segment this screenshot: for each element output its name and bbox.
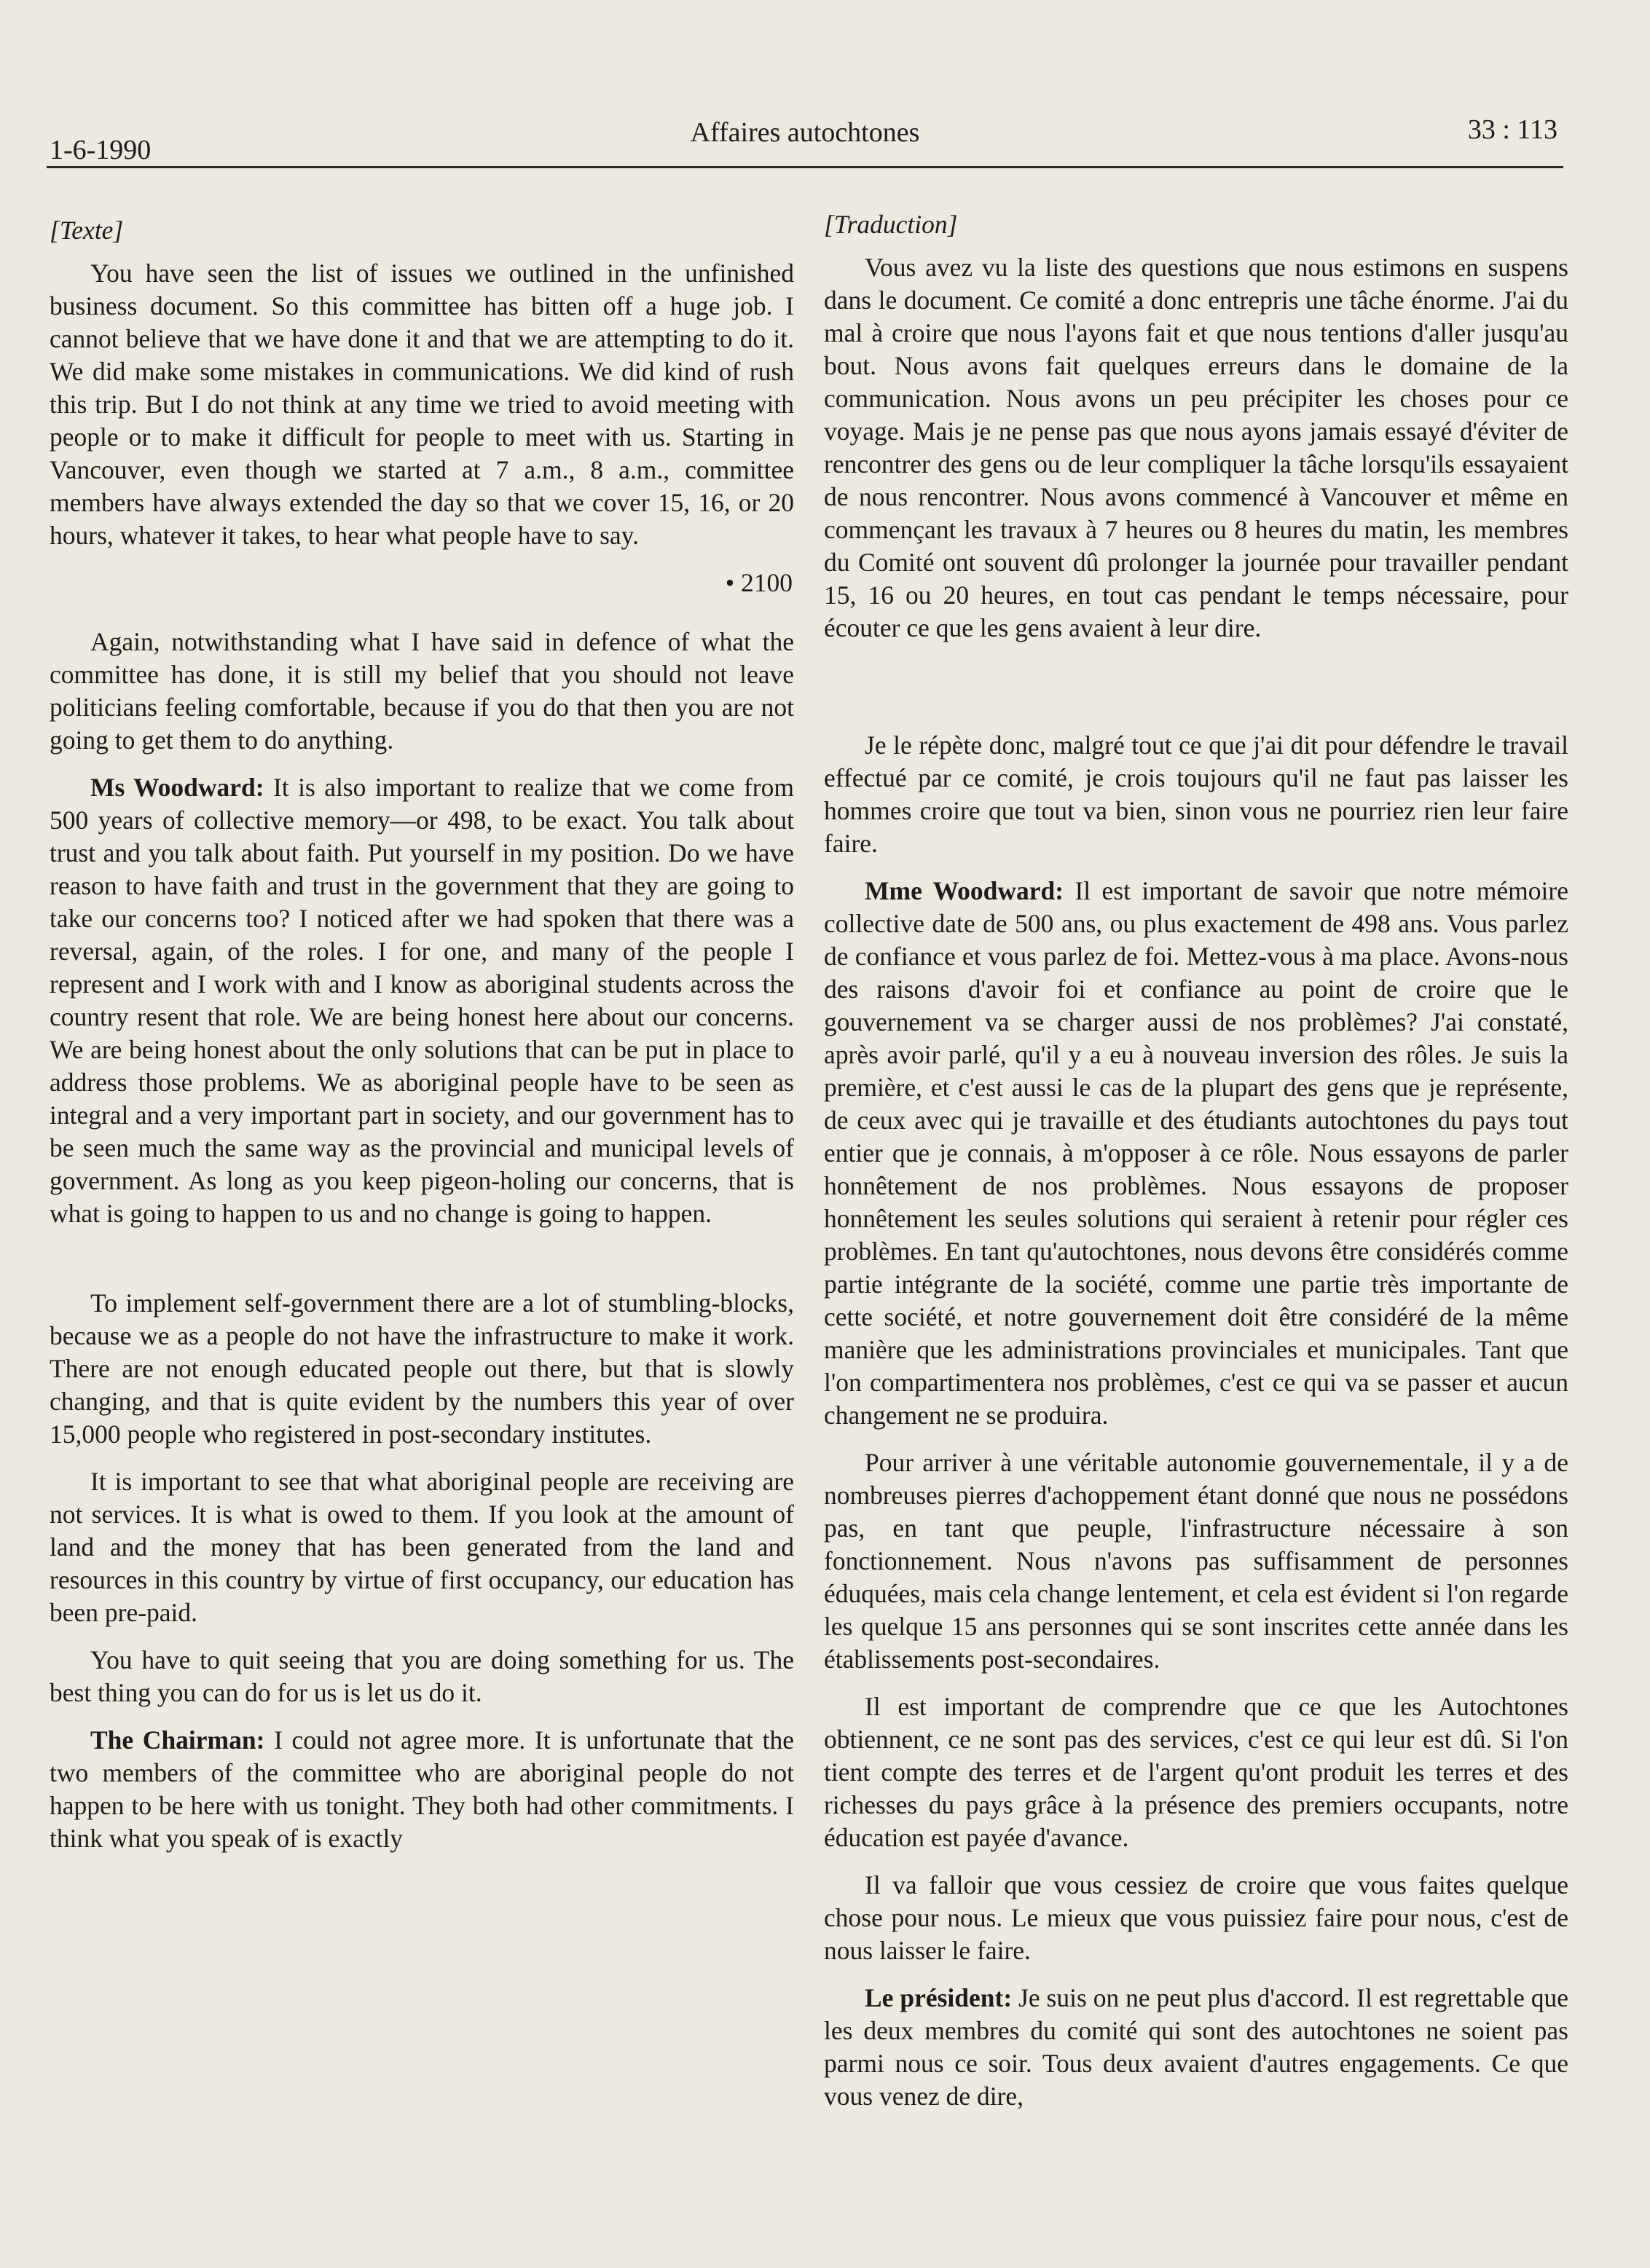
page-header xyxy=(47,109,1563,168)
english-column xyxy=(50,204,794,1870)
paragraph: Il est important de comprendre que ce que les Autochtones obtiennent, ce ne sont pas des services, c'est ce qui leur est dû. Si l'on tient compte des terres et de l'argent qu'ont produit les terres et des richesses du pays grâce à la présence des premiers occupants, notre éducation est payée d'avance. xyxy=(824,1692,1568,1852)
french-column xyxy=(824,204,1568,2127)
speaker-name: Mme Woodward: xyxy=(865,876,1064,905)
section-label-traduction: [Traduction] xyxy=(824,210,958,239)
page-number: 33 : 113 xyxy=(1467,114,1557,145)
speech-text: I could not agree more. It is unfortunate that the two members of the committee who are aboriginal people do not happen to be here with us tonight. They both had other commitments. I think what you speak of is exactly xyxy=(50,1725,794,1853)
speech-paragraph xyxy=(824,875,1568,1432)
paragraph: It is important to see that what aboriginal people are receiving are not services. It is what is owed to them. If you look at the amount of land and the money that has been generated from the land and resources in this country by virtue of first occupancy, our education has been pre-paid. xyxy=(50,1467,794,1627)
paragraph: Il va falloir que vous cessiez de croire que vous faites quelque chose pour nous. Le mieux que vous puissiez faire pour nous, c'est de nous laisser le faire. xyxy=(824,1870,1568,1965)
speech-text: Il est important de savoir que notre mémoire collective date de 500 ans, ou plus exactement de 498 ans. Vous parlez de confiance et vous parlez de foi. Mettez-vous à ma place. Avons-nous des raisons d'avoir foi et confiance au point de croire que le gouvernement va se charger aussi de nos problèmes? J'ai constaté, après avoir parlé, qu'il y a eu à nouveau inversion des rôles. Je suis la première, et c'est aussi le cas de la plupart des gens que je représente, de ceux avec qui je travaille et des étudiants autochtones du pays tout entier que je connais, à m'opposer à ce rôle. Nous essayons de parler honnêtement de nos problèmes. Nous essayons de proposer honnêtement les seules solutions qui seraient à retenir pour régler ces problèmes. En tant qu'autochtones, nous devons être considérés comme partie intégrante de la société, comme une partie très importante de cette société, et notre gouvernement doit être considéré de la même manière que les administrations provinciales et municipales. Tant que l'on compartimentera nos problèmes, c'est ce qui va se passer et aucun changement ne se produira. xyxy=(824,876,1568,1430)
speech-text: It is also important to realize that we come from 500 years of collective memory—or 498, to be exact. You talk about trust and you talk about faith. Put yourself in my position. Do we have reason to have faith and trust in the government that they are going to take our concerns too? I noticed after we had spoken that there was a reversal, again, of the roles. I for one, and many of the people I represent and I work with and I know as aboriginal students across the country resent that role. We are being honest here about our concerns. We are being honest about the only solutions that can be put in place to address those problems. We as aboriginal people have to be seen as integral and a very important part in society, and our government has to be seen much the same way as the provincial and municipal levels of government. As long as you keep pigeon-holing our concerns, that is what is going to happen to us and no change is going to happen. xyxy=(50,773,794,1228)
header-date: 1-6-1990 xyxy=(50,135,152,165)
speech-paragraph xyxy=(50,771,794,1230)
paragraph: You have seen the list of issues we outlined in the unfinished business document. So this committee has bitten off a huge job. I cannot believe that we have done it and that we are attempting to do it. We did make some mistakes in communications. We did kind of rush this trip. But I do not think at any time we tried to avoid meeting with people or to make it difficult for people to meet with us. Starting in Vancouver, even though we started at 7 a.m., 8 a.m., committee members have always extended the day so that we cover 15, 16, or 20 hours, whatever it takes, to hear what people have to say. xyxy=(50,259,794,550)
paragraph: You have to quit seeing that you are doing something for us. The best thing you can do for us is let us do it. xyxy=(50,1645,794,1707)
paragraph: To implement self-government there are a lot of stumbling-blocks, because we as a people do not have the infrastructure to make it work. There are not enough educated people out there, but that is slowly changing, and that is quite evident by the numbers this year of over 15,000 people who registered in post-secondary institutes. xyxy=(50,1288,794,1449)
paragraph: Je le répète donc, malgré tout ce que j'ai dit pour défendre le travail effectué par ce comité, je crois toujours qu'il ne faut pas laisser les hommes croire que tout va bien, sinon vous ne pourriez rien leur faire faire. xyxy=(824,731,1568,858)
speech-paragraph xyxy=(824,1982,1568,2113)
paragraph: Pour arriver à une véritable autonomie gouvernementale, il y a de nombreuses pierres d'achoppement étant donné que nous ne possédons pas, en tant que peuple, l'infrastructure nécessaire à son fonctionnement. Nous n'avons pas suffisamment de personnes éduquées, mais cela change lentement, et cela est évident si l'on regarde les quelque 15 ans personnes qui se sont inscrites cette année dans les établissements post-secondaires. xyxy=(824,1448,1568,1674)
speaker-name: Le président: xyxy=(865,1983,1013,2012)
paragraph: Vous avez vu la liste des questions que nous estimons en suspens dans le document. Ce comité a donc entrepris une tâche énorme. J'ai du mal à croire que nous l'ayons fait et que nous tentions d'aller jusqu'au bout. Nous avons fait quelques erreurs dans le domaine de la communication. Nous avons un peu précipiter les choses pour ce voyage. Mais je ne pense pas que nous ayons jamais essayé d'éviter de rencontrer des gens ou de leur compliquer la tâche lorsqu'ils essayaient de nous rencontrer. Nous avons commencé à Vancouver et même en commençant les travaux à 7 heures ou 8 heures du matin, les membres du Comité ont souvent dû prolonger la journée pour travailler pendant 15, 16 ou 20 heures, en tout cas pendant le temps nécessaire, pour écouter ce que les gens avaient à leur dire. xyxy=(824,253,1568,642)
section-label-texte: [Texte] xyxy=(50,216,124,245)
speaker-name: The Chairman: xyxy=(90,1725,265,1755)
speech-paragraph xyxy=(50,1724,794,1855)
header-title: Affaires autochtones xyxy=(690,117,920,148)
speaker-name: Ms Woodward: xyxy=(90,773,264,802)
paragraph: Again, notwithstanding what I have said in defence of what the committee has done, it is still my belief that you should not leave politicians feeling comfortable, because if you do that then you are not going to get them to do anything. xyxy=(50,627,794,755)
speech-text: Je suis on ne peut plus d'accord. Il est regrettable que les deux membres du comité qui sont des autochtones ne soient pas parmi nous ce soir. Tous deux avaient d'autres engagements. Ce que vous venez de dire, xyxy=(824,1983,1568,2111)
timestamp: • 2100 xyxy=(725,568,793,597)
